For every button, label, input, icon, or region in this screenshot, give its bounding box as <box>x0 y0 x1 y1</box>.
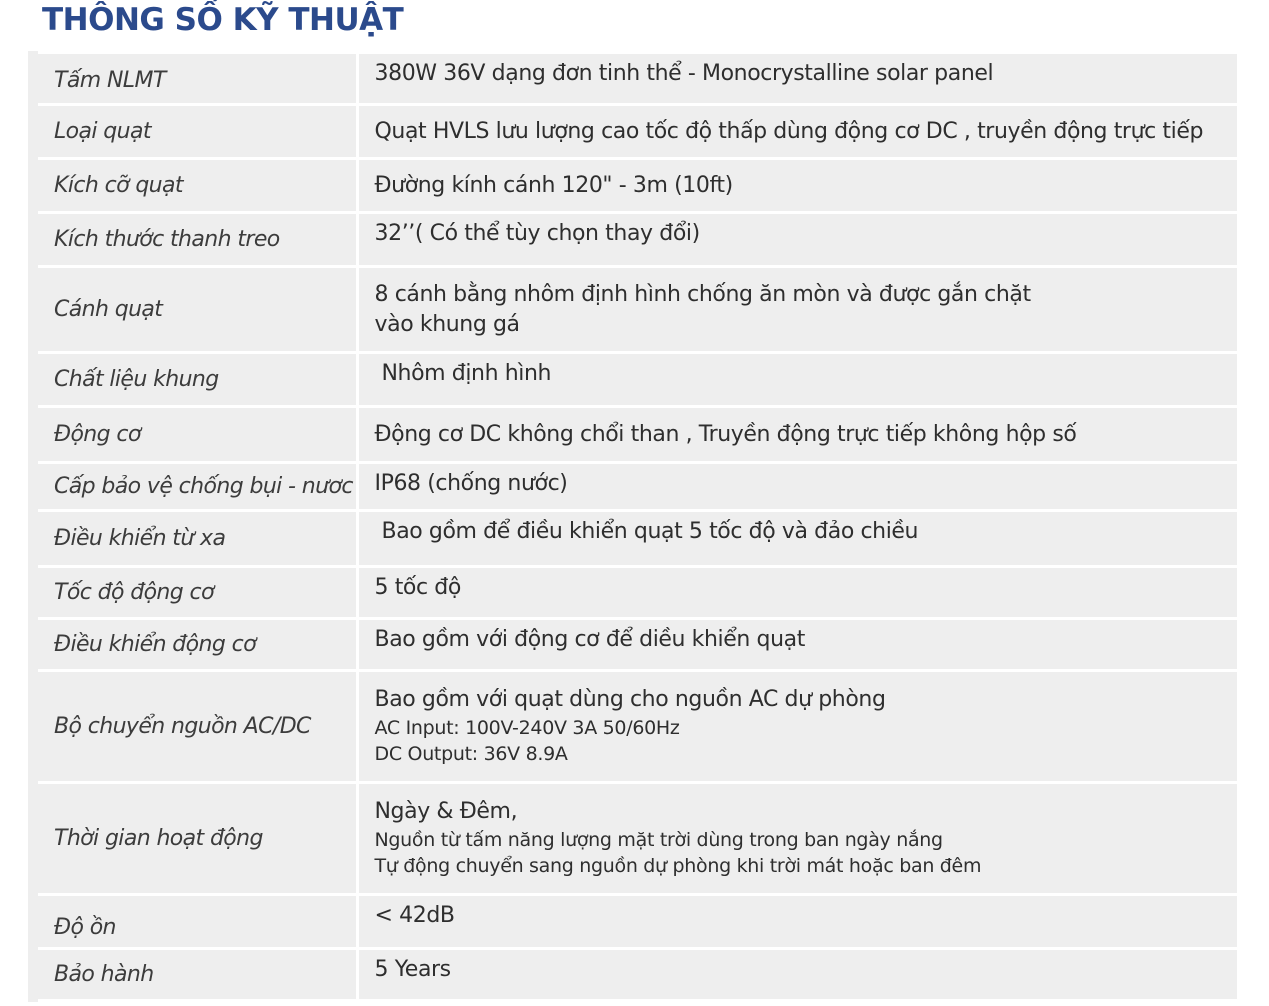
spec-value-line: Quạt HVLS lưu lượng cao tốc độ thấp dùng động cơ DC , truyền động trực tiếp <box>374 118 1204 144</box>
spec-value-line: 8 cánh bằng nhôm định hình chống ăn mòn và được gắn chặt <box>374 281 1031 307</box>
spec-value-line: Tự động chuyển sang nguồn dự phòng khi trời mát hoặc ban đêm <box>374 855 982 878</box>
spec-label: Cánh quạt <box>33 267 357 353</box>
spec-value <box>357 567 1239 619</box>
spec-row-power-adapter <box>33 671 1239 783</box>
spec-value-line: 5 tốc độ <box>374 575 461 600</box>
page-title: THÔNG SỐ KỸ THUẬT <box>42 2 404 38</box>
spec-label: Điều khiển động cơ <box>33 619 357 671</box>
spec-value-line: DC Output: 36V 8.9A <box>374 743 568 766</box>
spec-value-line: vào khung gá <box>374 311 520 337</box>
spec-value <box>357 213 1239 267</box>
spec-value <box>357 105 1239 159</box>
spec-label: Tấm NLMT <box>33 53 357 105</box>
spec-label: Tốc độ động cơ <box>33 567 357 619</box>
spec-row-operating-time <box>33 783 1239 895</box>
spec-label: Bộ chuyển nguồn AC/DC <box>33 671 357 783</box>
spec-row-warranty <box>33 949 1239 1001</box>
spec-label: Bảo hành <box>33 949 357 1001</box>
spec-value-line: Bao gồm với quạt dùng cho nguồn AC dự phòng <box>374 687 886 713</box>
spec-value <box>357 619 1239 671</box>
spec-label: Động cơ <box>33 407 357 463</box>
spec-value <box>357 671 1239 783</box>
spec-value-line: Ngày & Đêm, <box>374 799 518 825</box>
spec-row-solar-panel <box>33 53 1239 105</box>
spec-value <box>357 159 1239 213</box>
spec-value-line: 5 Years <box>374 957 451 982</box>
spec-label: Loại quạt <box>33 105 357 159</box>
spec-value-line: 32’’( Có thể tùy chọn thay đổi) <box>374 221 700 246</box>
spec-row-motor <box>33 407 1239 463</box>
spec-value-line: Động cơ DC không chổi than , Truyền động trực tiếp không hộp số <box>374 421 1077 447</box>
spec-label: Điều khiển từ xa <box>33 511 357 567</box>
spec-value <box>357 783 1239 895</box>
spec-row-frame-material <box>33 353 1239 407</box>
spec-value <box>357 949 1239 1001</box>
spec-value <box>357 353 1239 407</box>
spec-label: Kích cỡ quạt <box>33 159 357 213</box>
spec-row-fan-type <box>33 105 1239 159</box>
spec-value-line: AC Input: 100V-240V 3A 50/60Hz <box>374 717 680 740</box>
spec-label: Thời gian hoạt động <box>33 783 357 895</box>
spec-label: Độ ồn <box>33 895 357 949</box>
spec-value <box>357 511 1239 567</box>
spec-value-line: Bao gồm với động cơ để diều khiển quạt <box>374 627 805 652</box>
spec-table <box>28 51 1240 1002</box>
spec-value <box>357 53 1239 105</box>
spec-row-fan-size <box>33 159 1239 213</box>
spec-row-motor-speed <box>33 567 1239 619</box>
spec-label: Kích thước thanh treo <box>33 213 357 267</box>
spec-value <box>357 407 1239 463</box>
spec-value-line: Nhôm định hình <box>381 361 552 386</box>
spec-value-line: Bao gồm để điều khiển quạt 5 tốc độ và đảo chiều <box>381 519 919 544</box>
spec-row-motor-control <box>33 619 1239 671</box>
spec-row-rod-size <box>33 213 1239 267</box>
spec-value-line: IP68 (chống nước) <box>374 471 568 496</box>
spec-label: Cấp bảo vệ chống bụi - nươc <box>33 463 357 511</box>
spec-value-line: Đường kính cánh 120" - 3m (10ft) <box>374 172 733 198</box>
spec-label: Chất liệu khung <box>33 353 357 407</box>
spec-value-line: 380W 36V dạng đơn tinh thể - Monocrystalline solar panel <box>374 61 994 86</box>
spec-row-noise <box>33 895 1239 949</box>
spec-value <box>357 463 1239 511</box>
spec-value <box>357 895 1239 949</box>
spec-value-line: < 42dB <box>374 903 455 928</box>
spec-row-ip-rating <box>33 463 1239 511</box>
spec-value-line: Nguồn từ tấm năng lượng mặt trời dùng trong ban ngày nắng <box>374 829 943 852</box>
spec-row-blades <box>33 267 1239 353</box>
spec-row-remote-control <box>33 511 1239 567</box>
spec-value <box>357 267 1239 353</box>
